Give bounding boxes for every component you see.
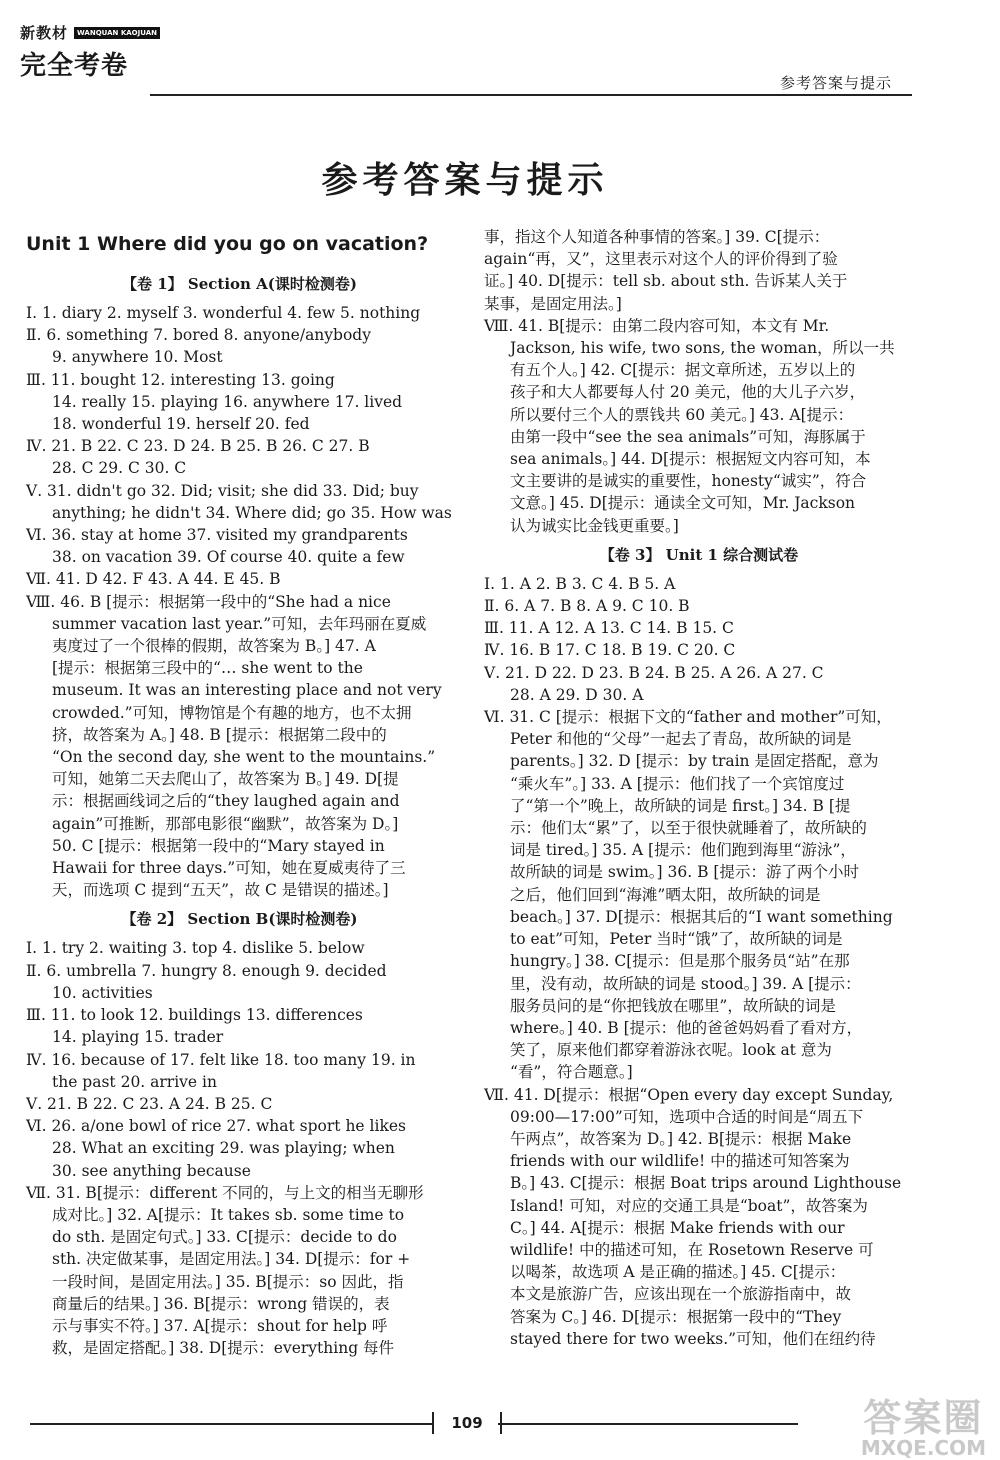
answer-line: 28. What an exciting 29. was playing; when xyxy=(52,1139,395,1158)
answer-line: 服务员问的是“你把钱放在哪里”，故所缺的词是 xyxy=(510,996,836,1015)
section-heading: 【卷 1】 Section A(课时检测卷) xyxy=(122,275,357,293)
answer-line: 一段时间，是固定用法。] 35. B[提示：so 因此，指 xyxy=(52,1272,404,1291)
answer-line: Ⅵ. 26. a/one bowl of rice 27. what sport he likes xyxy=(26,1117,406,1136)
answer-line: 10. activities xyxy=(52,983,153,1002)
header-divider xyxy=(150,94,912,96)
answer-line: 文主要讲的是诚实的重要性，honesty“诚实”，符合 xyxy=(510,472,867,491)
answer-line: 救，是固定搭配。] 38. D[提示：everything 每件 xyxy=(52,1339,395,1358)
brand-small-text: 新教材 xyxy=(20,24,69,42)
answer-line: 故所缺的词是 swim。] 36. B [提示：游了两个小时 xyxy=(510,863,859,882)
answer-line: 09:00—17:00”可知，选项中合适的时间是“周五下 xyxy=(510,1107,864,1126)
answer-line: 示：根据画线词之后的“they laughed again and xyxy=(52,792,400,811)
answer-line: 某事，是固定用法。] xyxy=(484,294,622,313)
answer-line: Peter 和他的“父母”一起去了青岛，故所缺的词是 xyxy=(510,730,852,749)
answer-line: 可知，她第二天去爬山了，故答案为 B。] 49. D[提 xyxy=(52,770,399,789)
answer-line: Hawaii for three days.”可知，她在夏威夷待了三 xyxy=(52,859,406,878)
answer-line: 9. anywhere 10. Most xyxy=(52,348,223,367)
answer-line: 午两点”，故答案为 D。] 42. B[提示：根据 Make xyxy=(510,1129,852,1148)
answer-line: 14. playing 15. trader xyxy=(52,1028,224,1047)
answer-line: 成对比。] 32. A[提示：It takes sb. some time to xyxy=(52,1205,405,1224)
answer-line: 孩子和大人都要每人付 20 美元，他的大儿子六岁， xyxy=(510,383,866,402)
answer-line: Ⅳ. 16. because of 17. felt like 18. too many 19. in xyxy=(26,1050,416,1069)
answer-line: 以喝茶，故选项 A 是正确的描述。] 45. C[提示： xyxy=(510,1263,846,1282)
right-answer-lines xyxy=(484,226,914,1350)
answer-line: 词是 tired。] 35. A [提示：他们跑到海里“游泳”， xyxy=(510,841,856,860)
section-heading: 【卷 2】 Section B(课时检测卷) xyxy=(121,910,358,929)
answer-line: “On the second day, she went to the mountains.” xyxy=(52,748,436,767)
answer-line: Ⅲ. 11. to look 12. buildings 13. differences xyxy=(26,1006,363,1025)
answer-line: Ⅳ. 16. B 17. C 18. B 19. C 20. C xyxy=(484,641,736,660)
brand-tag: WANQUAN KAOJUAN xyxy=(74,27,160,39)
watermark xyxy=(861,1398,986,1458)
answer-line: 28. C 29. C 30. C xyxy=(52,459,187,478)
answer-line: Ⅴ. 31. didn't go 32. Did; visit; she did 33. Did; buy xyxy=(26,481,419,500)
answer-line: anything; he didn't 34. Where did; go 35. How was xyxy=(52,503,452,522)
answer-line: 笑了，原来他们都穿着游泳衣呢。look at 意为 xyxy=(510,1041,832,1060)
answer-line: B。] 43. C[提示：根据 Boat trips around Lighthouse xyxy=(510,1174,902,1193)
answer-line: stayed there for two weeks.”可知，他们在纽约待 xyxy=(510,1329,876,1348)
answer-line: sea animals。] 44. D[提示：根据短文内容可知，本 xyxy=(510,450,871,469)
answer-line: where。] 40. B [提示：他的爸爸妈妈看了看对方， xyxy=(510,1018,863,1037)
answer-line: Ⅰ. 1. diary 2. myself 3. wonderful 4. few 5. nothing xyxy=(26,304,421,322)
brand-logo xyxy=(20,22,160,82)
answer-line: the past 20. arrive in xyxy=(52,1072,217,1091)
answer-line: 答案为 C。] 46. D[提示：根据第一段中的“They xyxy=(510,1307,842,1326)
answer-line: Ⅰ. 1. A 2. B 3. C 4. B 5. A xyxy=(484,574,676,593)
answer-line: Ⅰ. 1. try 2. waiting 3. top 4. dislike 5. below xyxy=(26,939,365,958)
answer-line: hungry。] 38. C[提示：但是那个服务员“站”在那 xyxy=(510,952,850,971)
watermark-sub: MXQE.COM xyxy=(860,1436,986,1460)
answer-line: 28. A 29. D 30. A xyxy=(510,685,644,704)
section-heading: 【卷 3】 Unit 1 综合测试卷 xyxy=(599,545,799,564)
answer-line: 了“第一个”晚上，故所缺的词是 first。] 34. B [提 xyxy=(510,796,851,815)
left-column xyxy=(26,226,453,1359)
answer-line: Ⅵ. 31. C [提示：根据下文的“father and mother”可知， xyxy=(484,708,892,727)
answer-line: museum. It was an interesting place and not very xyxy=(52,681,442,700)
right-column xyxy=(484,226,914,1350)
answer-line: 事，指这个人知道各种事情的答案。] 39. C[提示： xyxy=(484,228,830,246)
brand-name: 完全考卷 xyxy=(20,51,129,81)
unit-title: Unit 1 Where did you go on vacation? xyxy=(26,233,429,255)
answer-line: 证。] 40. D[提示：tell sb. about sth. 告诉某人关于 xyxy=(484,272,848,291)
answer-line: 认为诚实比金钱更重要。] xyxy=(510,516,679,535)
answer-line: parents。] 32. D [提示：by train 是固定搭配，意为 xyxy=(510,752,879,771)
answer-line: 夷度过了一个很棒的假期，故答案为 B。] 47. A xyxy=(52,637,376,656)
answer-line: 文意。] 45. D[提示：通读全文可知，Mr. Jackson xyxy=(510,494,856,513)
answer-line: Ⅷ. 46. B [提示：根据第一段中的“She had a nice xyxy=(26,592,391,611)
answer-line: Island! 可知，对应的交通工具是“boat”，故答案为 xyxy=(510,1196,868,1215)
answer-line: Ⅷ. 41. B[提示：由第二段内容可知，本文有 Mr. xyxy=(484,316,830,335)
answer-line: Ⅱ. 6. A 7. B 8. A 9. C 10. B xyxy=(484,597,690,616)
answer-line: Ⅱ. 6. something 7. bored 8. anyone/anybody xyxy=(26,326,371,345)
answer-line: Ⅶ. 41. D 42. F 43. A 44. E 45. B xyxy=(26,570,281,589)
answer-line: 示：他们太“累”了，以至于很快就睡着了，故所缺的 xyxy=(510,819,867,838)
answer-line: Ⅶ. 41. D[提示：根据“Open every day except Sunday, xyxy=(484,1085,894,1104)
answer-line: C。] 44. A[提示：根据 Make friends with our xyxy=(510,1218,845,1237)
answer-line: summer vacation last year.”可知，去年玛丽在夏威 xyxy=(52,614,427,633)
answer-line: 天，而选项 C 提到“五天”，故 C 是错误的描述。] xyxy=(52,881,389,900)
answer-line: 里，没有动，故所缺的词是 stood。] 39. A [提示： xyxy=(510,974,861,993)
answer-line: 本文是旅游广告，应该出现在一个旅游指南中，故 xyxy=(510,1285,852,1304)
answer-line: 有五个人。] 42. C[提示：据文章所述，五岁以上的 xyxy=(510,361,856,380)
answer-line: “看”，符合题意。] xyxy=(510,1063,633,1082)
answer-line: 之后，他们回到“海滩”晒太阳，故所缺的词是 xyxy=(510,885,821,904)
answer-line: 由第一段中“see the sea animals”可知，海豚属于 xyxy=(510,427,866,446)
answer-line: “乘火车”。] 33. A [提示：他们找了一个宾馆度过 xyxy=(510,774,845,793)
answer-line: 18. wonderful 19. herself 20. fed xyxy=(52,415,310,434)
answer-line: 挤，故答案为 A。] 48. B [提示：根据第二段中的 xyxy=(52,725,387,744)
answer-line: 50. C [提示：根据第一段中的“Mary stayed in xyxy=(52,836,385,855)
answer-line: Ⅴ. 21. B 22. C 23. A 24. B 25. C xyxy=(26,1094,273,1113)
footer-divider-right xyxy=(498,1423,798,1425)
answer-line: to eat”可知，Peter 当时“饿”了，故所缺的词是 xyxy=(510,930,843,949)
left-answer-lines xyxy=(26,266,453,1359)
answer-line: friends with our wildlife! 中的描述可知答案为 xyxy=(510,1152,850,1171)
answer-line: beach。] 37. D[提示：根据其后的“I want something xyxy=(510,907,893,926)
running-header: 参考答案与提示 xyxy=(779,74,892,92)
answer-line: crowded.”可知，博物馆是个有趣的地方，也不太拥 xyxy=(52,703,412,722)
answer-line: wildlife! 中的描述可知，在 Rosetown Reserve 可 xyxy=(510,1240,874,1259)
answer-line: Ⅳ. 21. B 22. C 23. D 24. B 25. B 26. C 27. B xyxy=(26,437,370,456)
answer-line: 30. see anything because xyxy=(52,1161,251,1180)
page-number: 109 xyxy=(432,1412,502,1434)
answer-line: Ⅱ. 6. umbrella 7. hungry 8. enough 9. decided xyxy=(26,961,387,980)
answer-line: Ⅲ. 11. bought 12. interesting 13. going xyxy=(26,370,335,389)
watermark-main: 答案圈 xyxy=(863,1396,984,1440)
answer-line: 38. on vacation 39. Of course 40. quite a few xyxy=(52,548,405,567)
answer-line: 14. really 15. playing 16. anywhere 17. lived xyxy=(52,392,403,411)
answer-line: do sth. 是固定句式。] 33. C[提示：decide to do xyxy=(52,1228,397,1247)
footer-divider-left xyxy=(30,1423,432,1425)
page-title: 参考答案与提示 xyxy=(321,160,609,201)
answer-line: 商量后的结果。] 36. B[提示：wrong 错误的，表 xyxy=(52,1294,390,1313)
answer-line: Ⅶ. 31. B[提示：different 不同的，与上文的相当无聊形 xyxy=(26,1183,424,1202)
answer-line: again”可推断，那部电影很“幽默”，故答案为 D。] xyxy=(52,814,399,833)
answer-line: Ⅵ. 36. stay at home 37. visited my grandparents xyxy=(26,526,408,545)
answer-line: Jackson, his wife, two sons, the woman，所以一共 xyxy=(510,339,895,358)
answer-line: 所以要付三个人的票钱共 60 美元。] 43. A[提示： xyxy=(510,405,854,424)
answer-line: sth. 决定做某事，是固定用法。] 34. D[提示：for + xyxy=(52,1250,411,1269)
answer-line: Ⅲ. 11. A 12. A 13. C 14. B 15. C xyxy=(484,619,734,638)
answer-line: 示与事实不符。] 37. A[提示：shout for help 呼 xyxy=(52,1316,388,1335)
answer-line: Ⅴ. 21. D 22. D 23. B 24. B 25. A 26. A 27. C xyxy=(484,663,824,682)
answer-line: [提示：根据第三段中的“… she went to the xyxy=(52,659,363,678)
answer-line: again“再，又”，这里表示对这个人的评价得到了验 xyxy=(484,250,838,269)
